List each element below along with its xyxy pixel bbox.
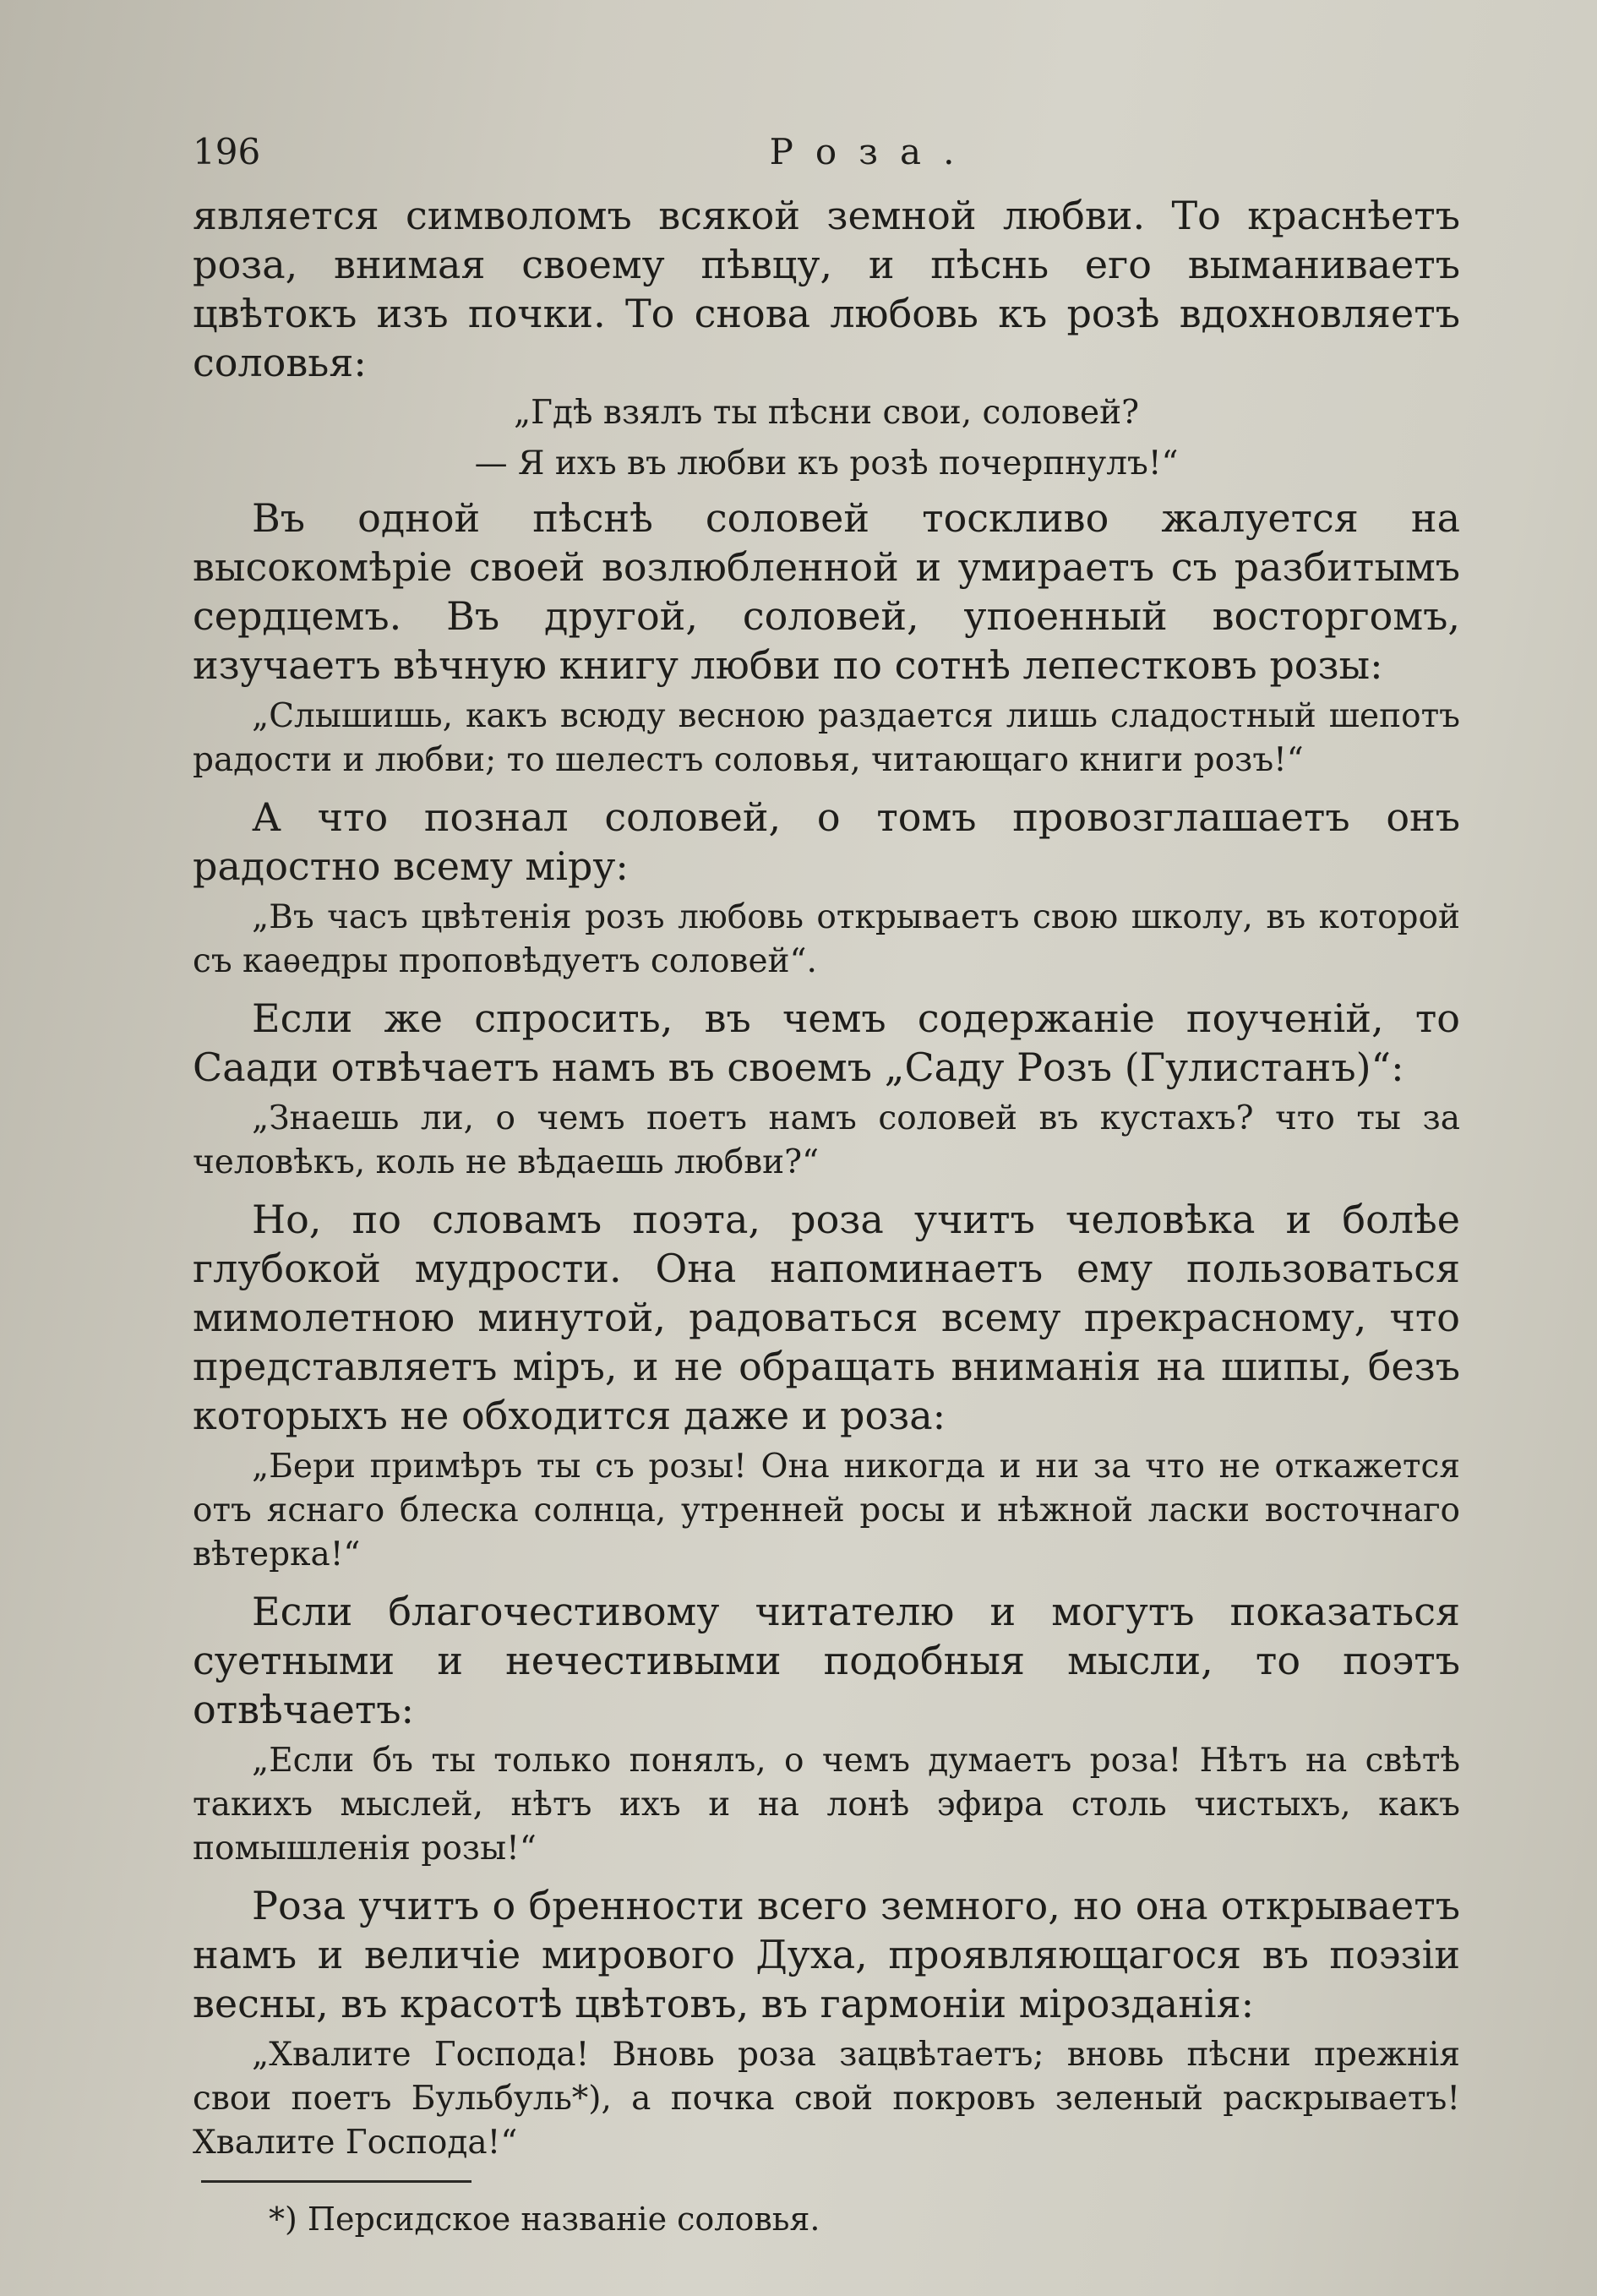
- paragraph: А что познал соловей, о томъ провозглашаетъ онъ радостно всему міру:: [193, 794, 1460, 889]
- page-number: 196: [193, 131, 261, 172]
- footnote-divider: [201, 2180, 471, 2183]
- page-header: [193, 118, 1460, 186]
- quotation: „Бери примѣръ ты съ розы! Она никогда и ни за что не откажется отъ яснаго блеска солнца, утренней росы и нѣжной ласки восточнаго вѣтерка!“: [193, 1448, 1460, 1573]
- quotation: „Знаешь ли, о чемъ поетъ намъ соловей въ кустахъ? что ты за человѣкъ, коль не вѣдаешь любви?“: [193, 1099, 1460, 1181]
- quotation: „Въ часъ цвѣтенія розъ любовь открываетъ свою школу, въ которой съ каѳедры проповѣдуетъ соловей“.: [193, 898, 1460, 980]
- book-page: [193, 118, 1460, 2238]
- verse-line: — Я ихъ въ любви къ розѣ почерпнулъ!“: [474, 444, 1179, 483]
- quotation: „Хвалите Господа! Вновь роза зацвѣтаетъ; вновь пѣсни прежнія свои поетъ Бульбуль*), а почка свой покровъ зеленый раскрываетъ! Хвалите Господа!“: [193, 2036, 1460, 2162]
- page-body: [193, 191, 1460, 2240]
- running-title: Роза.: [769, 131, 977, 172]
- quotation: „Слышишь, какъ всюду весною раздается лишь сладостный шепотъ радости и любви; то шелестъ соловья, читающаго книги розъ!“: [193, 697, 1460, 779]
- verse-line: „Гдѣ взялъ ты пѣсни свои, соловей?: [513, 394, 1140, 432]
- paragraph: Если же спросить, въ чемъ содержаніе поученій, то Саади отвѣчаетъ намъ въ своемъ „Саду Розъ (Гулистанъ)“:: [193, 995, 1460, 1090]
- paragraph: является символомъ всякой земной любви. То краснѣетъ роза, внимая своему пѣвцу, и пѣснь его выманиваетъ цвѣтокъ изъ почки. То снова любовь къ розѣ вдохновляетъ соловья:: [193, 193, 1460, 385]
- footnote: *) Персидское названіе соловья.: [269, 2201, 820, 2238]
- paragraph: Въ одной пѣснѣ соловей тоскливо жалуется на высокомѣріе своей возлюбленной и умираетъ съ разбитымъ сердцемъ. Въ другой, соловей, упоенный восторгомъ, изучаетъ вѣчную книгу любви по сотнѣ лепестковъ розы:: [193, 495, 1460, 688]
- paragraph: Роза учитъ о бренности всего земного, но она открываетъ намъ и величіе мирового Духа, проявляющагося въ поэзіи весны, въ красотѣ цвѣтовъ, въ гармоніи мірозданія:: [193, 1883, 1460, 2026]
- paragraph: Если благочестивому читателю и могутъ показаться суетными и нечестивыми подобныя мысли, то поэтъ отвѣчаетъ:: [193, 1589, 1460, 1732]
- quotation: „Если бъ ты только понялъ, о чемъ думаетъ роза! Нѣтъ на свѣтѣ такихъ мыслей, нѣтъ ихъ и на лонѣ эфира столь чистыхъ, какъ помышленія розы!“: [193, 1742, 1460, 1868]
- paragraph: Но, по словамъ поэта, роза учитъ человѣка и болѣе глубокой мудрости. Она напоминаетъ ему пользоваться мимолетною минутой, радоваться всему прекрасному, что представляетъ міръ, и не обращать вниманія на шипы, безъ которыхъ не обходится даже и роза:: [193, 1197, 1460, 1438]
